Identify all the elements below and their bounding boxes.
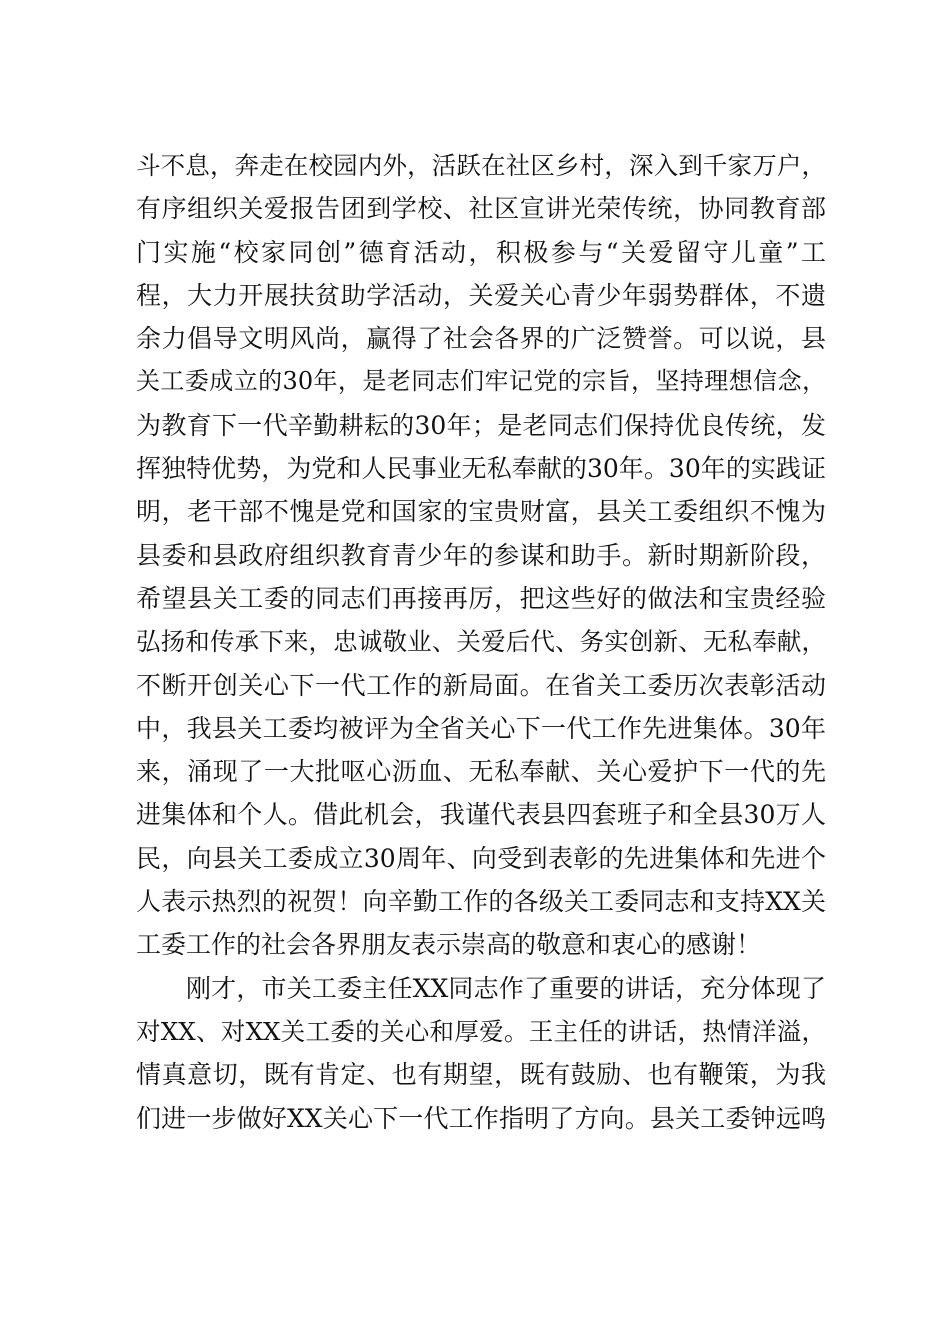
text-line: 门实施“校家同创”德育活动，积极参与“关爱留守儿童”工: [136, 237, 826, 267]
text-line: 来，涌现了一大批呕心沥血、无私奉献、关心爱护下一代的先: [136, 757, 826, 787]
text-line: 关工委成立的30年，是老同志们牢记党的宗旨，坚持理想信念，: [136, 367, 826, 396]
text-line: 中，我县关工委均被评为全省关心下一代工作先进集体。30年: [136, 713, 826, 743]
text-line: 程，大力开展扶贫助学活动，关爱关心青少年弱势群体，不遗: [136, 280, 826, 310]
text-line: 进集体和个人。借此机会，我谨代表县四套班子和全县30万人: [136, 800, 826, 830]
text-line: 为教育下一代辛勤耕耘的30年；是老同志们保持优良传统，发: [136, 410, 826, 440]
paragraph-start-line: 刚才，市关工委主任XX同志作了重要的讲话，充分体现了: [186, 973, 826, 1003]
text-line: 斗不息，奔走在校园内外，活跃在社区乡村，深入到千家万户，: [136, 151, 826, 180]
paragraph-end-line: 工委工作的社会各界朋友表示崇高的敬意和衷心的感谢！: [136, 930, 762, 960]
text-line: 明，老干部不愧是党和国家的宝贵财富，县关工委组织不愧为: [136, 497, 826, 527]
text-line: 挥独特优势，为党和人民事业无私奉献的30年。30年的实践证: [136, 454, 826, 484]
text-line: 们进一步做好XX关心下一代工作指明了方向。县关工委钟远鸣: [136, 1103, 826, 1133]
text-line: 县委和县政府组织教育青少年的参谋和助手。新时期新阶段，: [136, 540, 826, 570]
body-text: [136, 144, 826, 1140]
text-line: 情真意切，既有肯定、也有期望，既有鼓励、也有鞭策，为我: [136, 1060, 826, 1090]
text-line: 有序组织关爱报告团到学校、社区宣讲光荣传统，协同教育部: [136, 194, 826, 224]
text-line: 人表示热烈的祝贺！向辛勤工作的各级关工委同志和支持XX关: [136, 887, 826, 917]
text-line: 对XX、对XX关工委的关心和厚爱。王主任的讲话，热情洋溢，: [136, 1016, 826, 1046]
text-line: 弘扬和传承下来，忠诚敬业、关爱后代、务实创新、无私奉献，: [136, 627, 826, 657]
text-line: 不断开创关心下一代工作的新局面。在省关工委历次表彰活动: [136, 670, 826, 700]
text-line: 民，向县关工委成立30周年、向受到表彰的先进集体和先进个: [136, 843, 826, 873]
text-line: 希望县关工委的同志们再接再厉，把这些好的做法和宝贵经验: [136, 583, 826, 613]
text-line: 余力倡导文明风尚，赢得了社会各界的广泛赞誉。可以说，县: [136, 324, 826, 354]
